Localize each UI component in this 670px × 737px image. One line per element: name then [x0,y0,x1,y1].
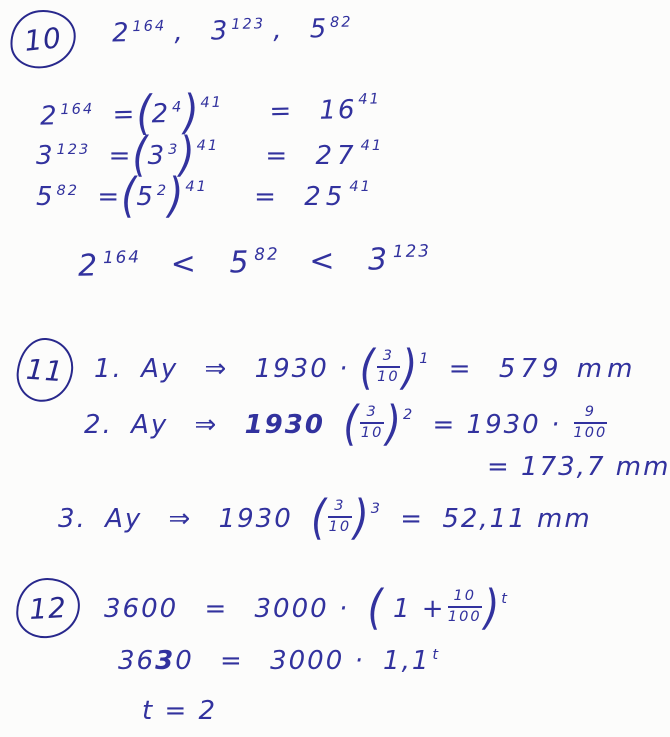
result-base: 27 [315,141,359,172]
p11-month-1-line [94,341,638,396]
p11-month-3-line [58,491,592,546]
denominator: 10 [328,517,352,535]
open-paren: ( [359,341,375,396]
exponent: 1 [419,350,431,368]
fraction [377,348,400,385]
equals-sign: = [269,96,294,127]
equals-sign: = [265,141,290,172]
equals-sign: = [108,141,133,172]
less-than-sign: < [170,246,201,282]
left-digits: 0 [175,646,194,676]
outer-exponent: 41 [200,94,224,112]
item-index: 3. [58,504,87,535]
p10-step-3 [36,169,372,224]
implies-arrow: ⇒ [168,504,193,535]
comma: , [272,14,284,46]
result: 52,11 mm [442,504,592,535]
month-word: Ay [141,354,179,385]
p12-simplified-line [118,646,440,676]
result-exponent: 41 [358,90,382,109]
open-paren: ( [135,86,153,142]
item-index: 1. [94,354,123,385]
exponent: t [432,645,441,663]
inner-base: 5 [136,182,155,213]
open-paren: ( [367,581,383,636]
coefficient: 1930 [218,504,293,535]
result-exponent: 41 [360,137,384,155]
fraction [448,588,483,625]
inner-exponent: 3 [168,140,180,158]
coefficient: 3000 · [270,646,365,676]
result: 579 mm [498,354,638,385]
numerator: 3 [377,348,400,368]
base: 3 [36,141,55,172]
exponent: t [501,590,509,608]
p11-month-2-line [84,397,609,452]
fraction [574,404,608,441]
denominator: 10 [360,423,384,441]
numerator: 3 [328,498,351,518]
denominator: 100 [573,423,608,441]
fraction [360,404,383,441]
overwritten-digit: 3 [155,646,176,676]
problem-number: 10 [22,20,64,58]
implies-arrow: ⇒ [194,410,219,441]
implies-arrow: ⇒ [204,354,229,385]
outer-exponent: 41 [185,178,208,196]
problem-number: 12 [28,590,68,626]
base: 2 [77,248,102,284]
inner-exponent: 2 [156,181,169,199]
exponent: 82 [329,13,353,31]
close-paren: ) [385,397,401,452]
month-word: Ay [105,504,143,535]
open-paren: ( [343,397,359,452]
fraction [328,498,351,535]
base: 3 [367,242,392,278]
close-paren: ) [353,491,369,546]
problem-10-number-circle [7,7,79,72]
base: 2 [39,101,59,132]
inner-base: 2 [151,98,171,130]
exponent: 82 [56,181,80,199]
p10-step-2 [36,128,384,183]
p10-conclusion-line [78,241,432,283]
denominator: 100 [447,607,482,625]
equals-sign: = [400,504,425,535]
base: 5 [36,182,55,213]
exponent: 164 [102,246,142,268]
open-paren: ( [121,169,137,224]
open-paren: ( [132,128,148,183]
answer: t = 2 [142,696,218,726]
exponent: 82 [254,243,280,265]
result-exponent: 41 [349,178,372,196]
equals-sign: = [220,646,244,676]
exponent: 123 [231,15,266,33]
exponent: 164 [132,17,167,35]
result: = 173,7 mm [487,452,670,482]
equals-sign: = [432,410,457,441]
inner-term: 1 + [392,594,446,625]
numerator: 10 [448,588,483,608]
equals-sign: = [97,182,122,213]
problem-12-number-circle [14,576,81,639]
coefficient: 3000 · [254,594,350,625]
close-paren: ) [179,128,195,183]
outer-exponent: 41 [196,137,220,155]
close-paren: ) [402,341,418,396]
base: 1,1 [383,646,431,676]
exponent: 3 [370,500,382,518]
item-index: 2. [84,410,113,441]
month-word: Ay [131,410,169,441]
exponent: 123 [392,240,432,262]
close-paren: ) [182,85,200,141]
equals-sign: = [448,354,473,385]
base: 5 [228,245,253,281]
equals-sign: = [254,182,278,213]
inner-base: 3 [147,141,167,172]
base: 5 [309,13,329,45]
numerator: 9 [574,404,608,424]
denominator: 10 [377,367,400,385]
p11-month-2-result-line [487,452,670,482]
equals-sign: = [204,594,229,625]
p10-given-line [112,13,353,48]
equals-sign: = [112,99,137,131]
less-than-sign: < [308,243,339,279]
base: 3 [210,16,230,47]
coefficient: 1930 · [254,354,350,385]
exponent: 164 [60,100,95,119]
middle-term: 1930 · [466,410,562,441]
open-paren: ( [311,491,327,546]
p12-answer-line [142,696,217,726]
problem-number: 11 [25,352,65,388]
close-paren: ) [484,581,500,636]
p12-equation-line [104,581,509,636]
inner-exponent: 4 [171,98,184,116]
problem-11-number-circle [15,336,75,404]
comma: , [174,17,185,48]
result-base: 25 [304,182,348,213]
base: 2 [111,18,131,49]
result-base: 16 [319,95,357,126]
coefficient: 1930 [244,410,325,441]
p10-step-1 [39,85,382,142]
exponent: 123 [56,140,91,158]
left-side: 3600 [104,594,179,625]
close-paren: ) [168,169,184,224]
exponent: 2 [402,406,415,424]
left-digits: 36 [118,646,156,676]
numerator: 3 [360,404,383,424]
